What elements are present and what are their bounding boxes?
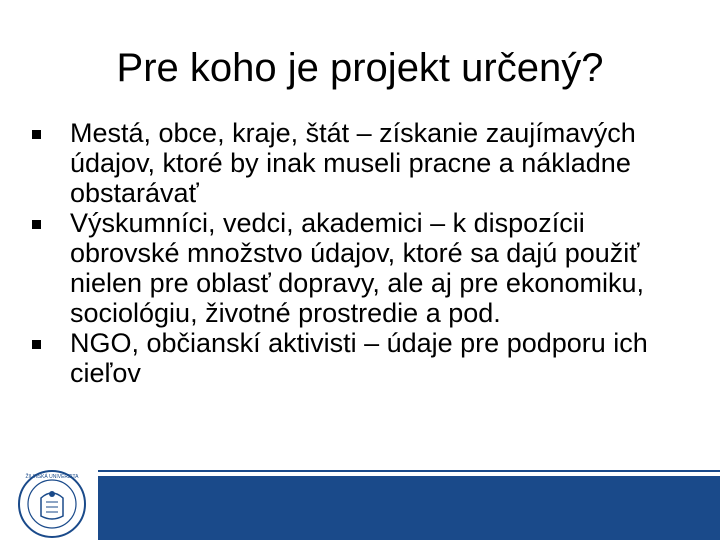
bullet-square-icon	[32, 220, 41, 229]
bullet-item	[30, 118, 690, 208]
bullet-text: NGO, občianskí aktivisti – údaje pre podporu ich cieľov	[70, 328, 648, 388]
bullet-text: Mestá, obce, kraje, štát – získanie zaujímavých údajov, ktoré by inak museli pracne a nákladne obstarávať	[70, 118, 636, 208]
bullet-square-icon	[32, 340, 41, 349]
bullet-item	[30, 208, 690, 328]
bullet-text: Výskumníci, vedci, akademici – k dispozícii obrovské množstvo údajov, ktoré sa dajú použiť nielen pre oblasť dopravy, ale aj pre ekonomiku, sociológiu, životné prostredie a pod.	[70, 208, 644, 328]
footer-divider	[98, 470, 720, 472]
svg-text:ŽILINSKÁ UNIVERZITA: ŽILINSKÁ UNIVERZITA	[25, 474, 79, 480]
bullet-square-icon	[32, 130, 41, 139]
university-seal-icon	[12, 460, 92, 540]
footer-bar	[98, 476, 720, 540]
slide-title: Pre koho je projekt určený?	[116, 46, 604, 90]
bullet-item	[30, 328, 690, 388]
bullet-list	[30, 118, 690, 388]
